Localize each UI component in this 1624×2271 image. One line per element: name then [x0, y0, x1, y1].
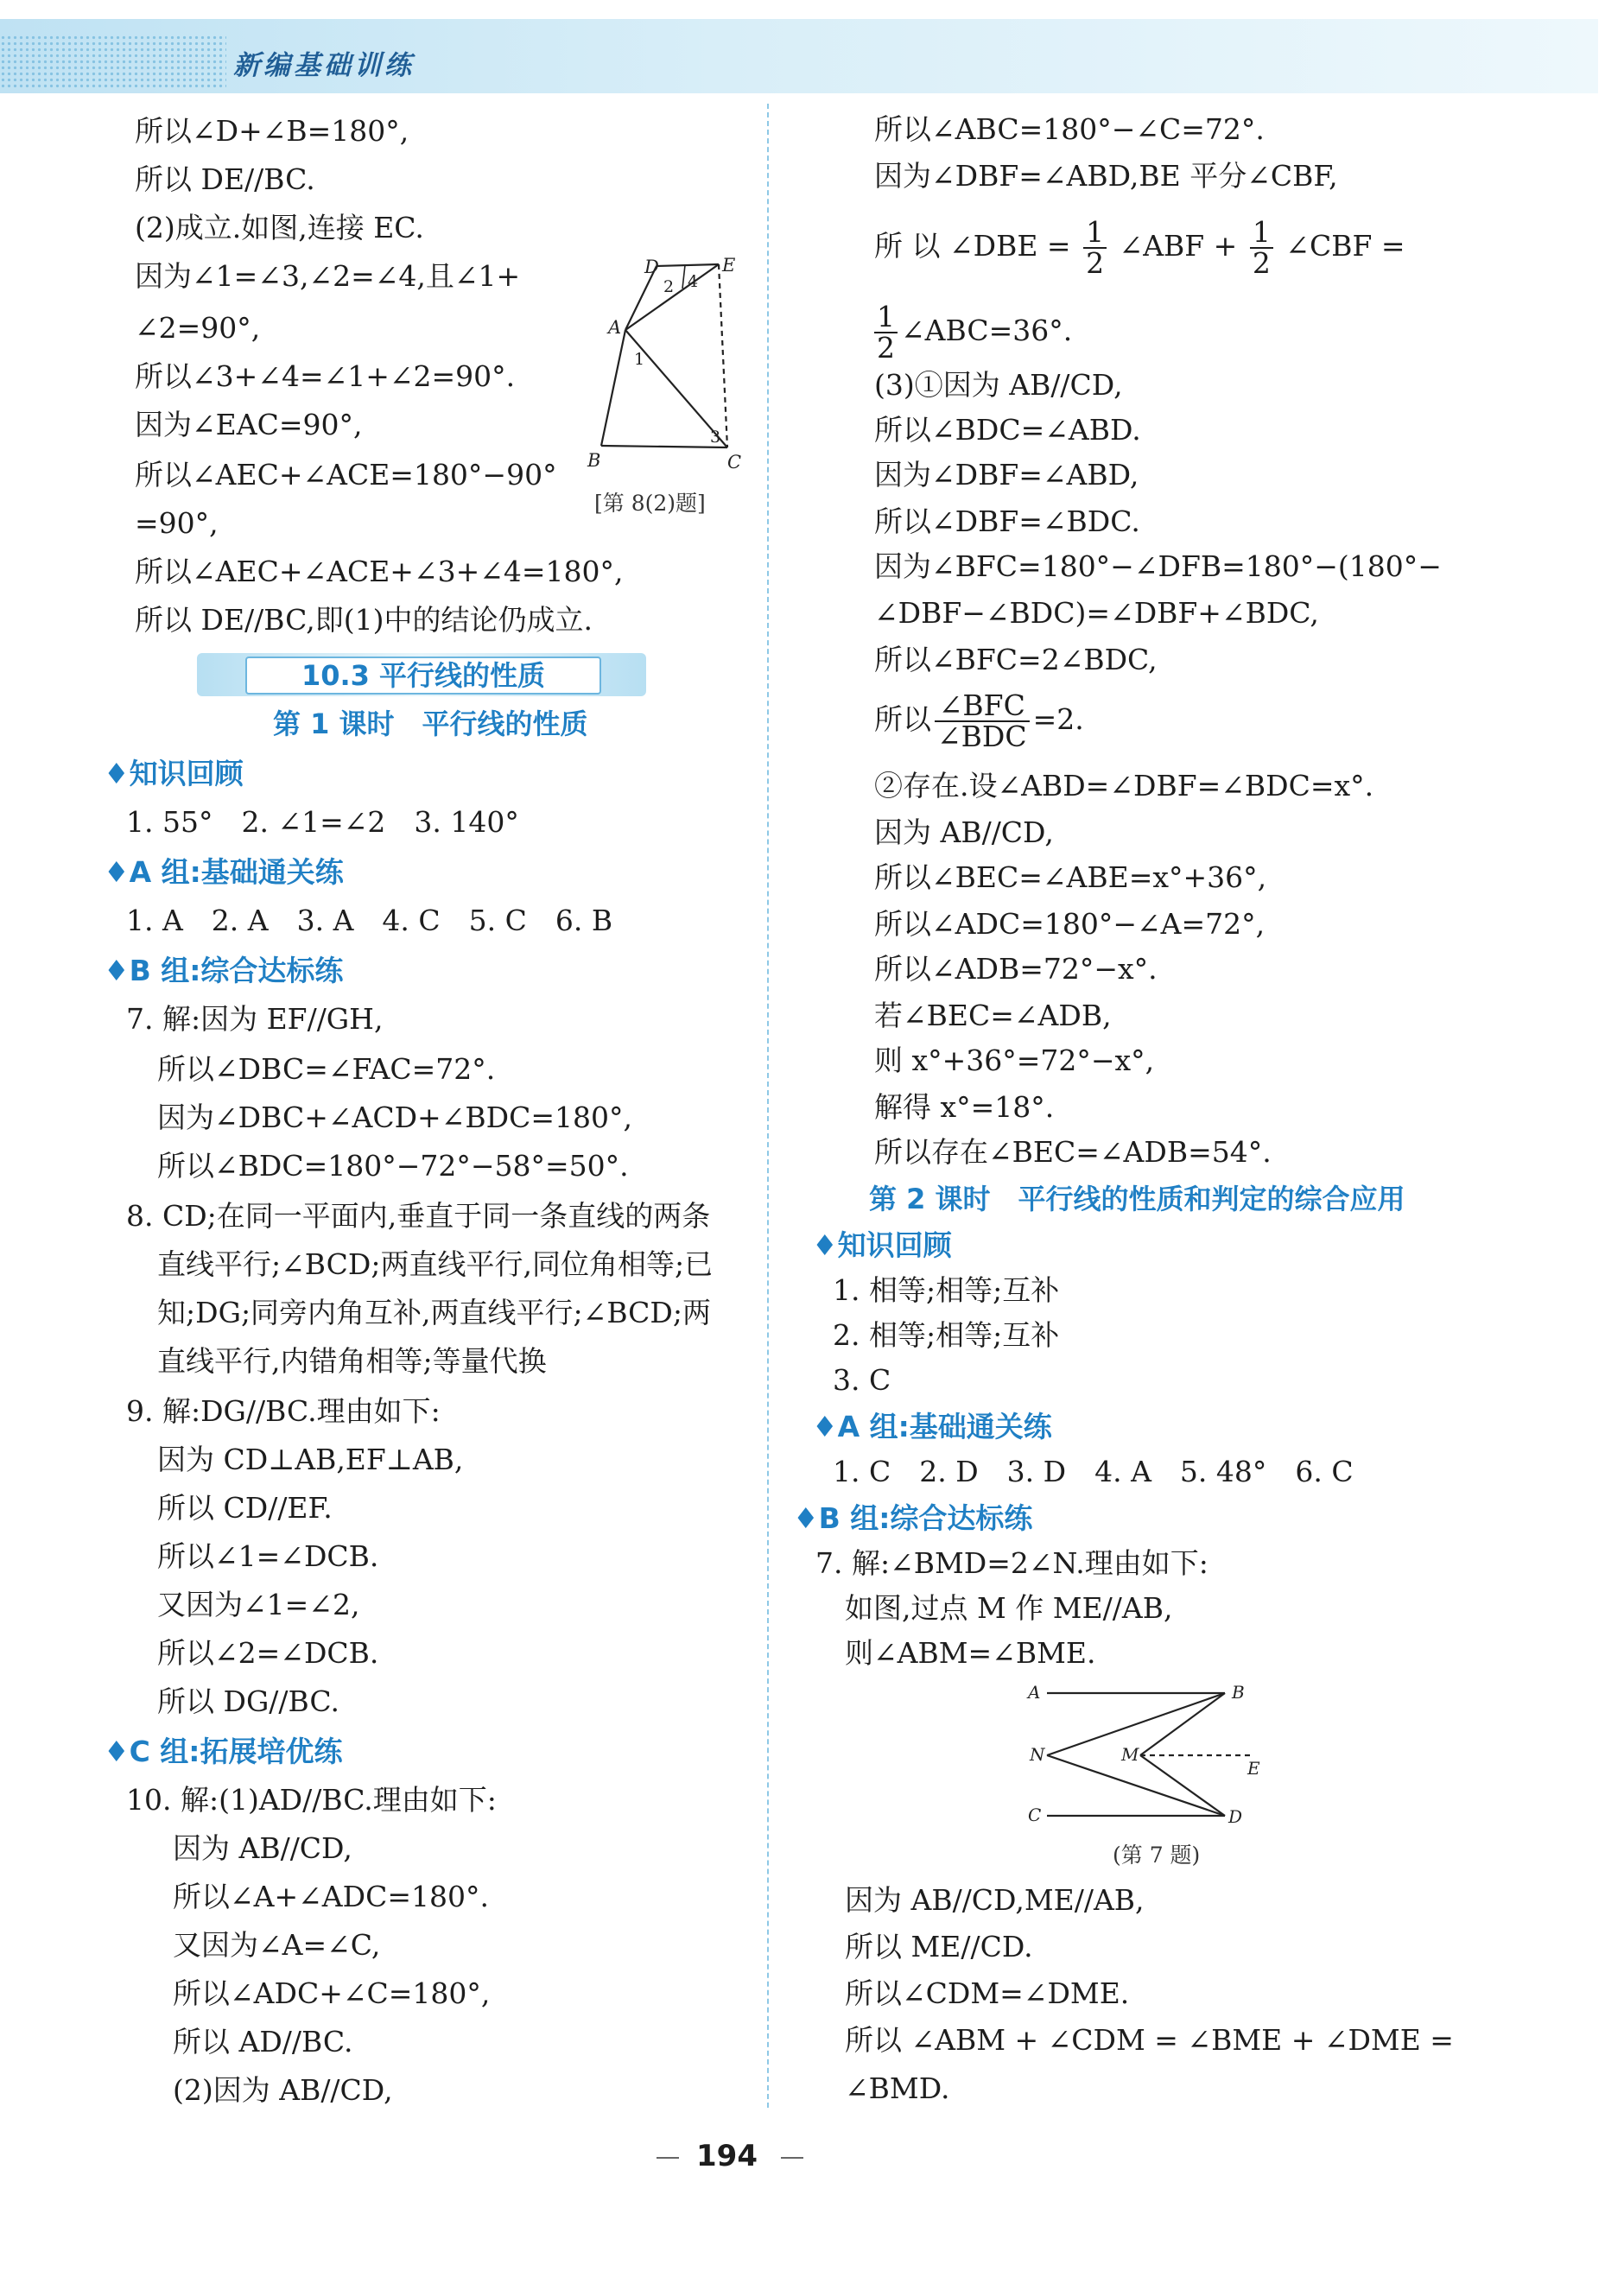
text-line: 则 x°+36°=72°−x°, [874, 1044, 1155, 1077]
angle-label-3: 3 [710, 428, 721, 447]
section-heading: ♦A 组:基础通关练 [104, 855, 344, 889]
solution-line: 所以∠2=∠DCB. [157, 1636, 379, 1670]
solution-line: ∠BMD. [845, 2071, 950, 2105]
label-B: B [587, 450, 601, 471]
solution-line: 所以∠CDM=∠DME. [845, 1976, 1130, 2010]
text-line: 所以∠3+∠4=∠1+∠2=90°. [135, 359, 516, 393]
section-heading: ♦B 组:综合达标练 [104, 954, 344, 987]
text-line: 解得 x°=18°. [874, 1090, 1055, 1124]
angle-label-2: 2 [663, 277, 675, 296]
text-line: 所以 DE//BC. [135, 162, 315, 196]
fraction-half: $\frac{1}{2}$ [1250, 218, 1273, 278]
fraction-half: $\frac{1}{2}$ [1083, 218, 1107, 278]
section-heading: ♦B 组:综合达标练 [793, 1501, 1033, 1535]
text-line: 所以∠ADB=72°−x°. [874, 952, 1158, 986]
text-line: (2)成立.如图,连接 EC. [135, 211, 424, 244]
section-heading: ♦A 组:基础通关练 [812, 1410, 1052, 1443]
label-B: B [1232, 1682, 1245, 1703]
fraction-half: $\frac{1}{2}$ [874, 302, 898, 363]
lesson-title: 第 2 课时 平行线的性质和判定的综合应用 [869, 1183, 1405, 1215]
text-line: 所以∠ABC=180°−∠C=72°. [874, 112, 1265, 146]
solution-line: 所以 CD//EF. [157, 1491, 333, 1525]
solution-line: 直线平行,内错角相等;等量代换 [157, 1344, 547, 1378]
answer-line: 1. 相等;相等;互补 [833, 1273, 1060, 1307]
label-C: C [1028, 1805, 1042, 1825]
text-line: 所以∠BEC=∠ABE=x°+36°, [874, 860, 1267, 894]
label-C: C [727, 452, 742, 473]
section-heading: ♦知识回顾 [104, 757, 244, 790]
figure-7 [1019, 1678, 1278, 1833]
answer-line: 1. 55° 2. ∠1=∠2 3. 140° [126, 805, 519, 839]
solution-line: 所以∠ADC+∠C=180°, [173, 1976, 491, 2010]
text-line: 若∠BEC=∠ADB, [874, 999, 1112, 1032]
answer-line: 3. C [833, 1363, 891, 1397]
solution-line: 所以∠A+∠ADC=180°. [173, 1880, 489, 1913]
solution-line: 9. 解:DG//BC.理由如下: [126, 1394, 441, 1428]
fraction-bfc-bdc: $\frac{\text{∠BFC}}{\text{∠BDC}}$ [935, 691, 1030, 752]
label-D: D [1228, 1806, 1243, 1827]
header-dot-pattern [0, 35, 226, 88]
solution-line: 所以∠BDC=180°−72°−58°=50°. [157, 1149, 629, 1183]
text-line: ∠DBF−∠BDC)=∠DBF+∠BDC, [874, 596, 1319, 630]
solution-line: 直线平行;∠BCD;两直线平行,同位角相等;已 [157, 1247, 714, 1281]
page-number-dash [781, 2157, 803, 2159]
section-title: 10.3 平行线的性质 [245, 657, 601, 695]
answer-line: 2. 相等;相等;互补 [833, 1318, 1060, 1352]
solution-line: 如图,过点 M 作 ME//AB, [845, 1591, 1173, 1625]
lesson-title: 第 1 课时 平行线的性质 [273, 707, 588, 740]
equation-line [874, 215, 1405, 280]
text-line: ②存在.设∠ABD=∠DBF=∠BDC=x°. [874, 769, 1374, 802]
book-title: 新编基础训练 [233, 50, 415, 81]
label-E: E [722, 255, 736, 276]
label-E: E [1247, 1758, 1260, 1779]
figure-8-caption: [第 8(2)题] [594, 491, 706, 516]
solution-line: 因为∠DBC+∠ACD+∠BDC=180°, [157, 1101, 632, 1134]
section-banner [197, 653, 646, 696]
solution-line: 8. CD;在同一平面内,垂直于同一条直线的两条 [126, 1199, 711, 1233]
text-line: 所以 DE//BC,即(1)中的结论仍成立. [135, 603, 593, 637]
angle-label-4: 4 [688, 272, 699, 291]
solution-line: 所以 ME//CD. [845, 1930, 1033, 1963]
angle-label-1: 1 [634, 350, 645, 369]
solution-line: 10. 解:(1)AD//BC.理由如下: [126, 1783, 497, 1817]
text-line: (3)①因为 AB//CD, [874, 368, 1123, 402]
section-heading: ♦C 组:拓展培优练 [104, 1735, 343, 1768]
solution-line: 7. 解:因为 EF//GH, [126, 1002, 384, 1036]
text-line: 因为∠BFC=180°−∠DFB=180°−(180°− [874, 549, 1442, 583]
text-line: 因为 AB//CD, [874, 815, 1054, 849]
equation-part: 所 以 ∠DBE = [874, 229, 1081, 263]
text-line: =90°, [135, 506, 219, 540]
solution-line: 又因为∠A=∠C, [173, 1928, 381, 1962]
label-N: N [1030, 1744, 1045, 1765]
label-A: A [608, 317, 622, 338]
page-number-dash [657, 2157, 679, 2159]
text-line: 所以存在∠BEC=∠ADB=54°. [874, 1135, 1272, 1169]
solution-line: 因为 AB//CD, [173, 1831, 352, 1865]
equation-line [874, 302, 1072, 363]
text-line: 因为∠EAC=90°, [135, 408, 363, 441]
equation-part: =2. [1032, 702, 1084, 736]
text-line: 所以∠BDC=∠ABD. [874, 413, 1141, 447]
solution-line: 因为 AB//CD,ME//AB, [845, 1883, 1145, 1917]
text-line: ∠2=90°, [135, 311, 261, 345]
solution-line: 又因为∠1=∠2, [157, 1588, 360, 1621]
text-line: 所以∠D+∠B=180°, [135, 114, 409, 148]
text-line: 因为∠DBF=∠ABD, [874, 458, 1139, 492]
label-M: M [1121, 1744, 1139, 1765]
solution-line: 所以∠1=∠DCB. [157, 1539, 379, 1573]
text-line: 所以∠ADC=180°−∠A=72°, [874, 907, 1266, 941]
solution-line: 则∠ABM=∠BME. [845, 1636, 1096, 1670]
answer-line: 1. C 2. D 3. D 4. A 5. 48° 6. C [833, 1455, 1354, 1488]
figure-8-2 [580, 251, 753, 475]
solution-line: 所以 ∠ABM + ∠CDM = ∠BME + ∠DME = [845, 2023, 1454, 2057]
solution-line: 7. 解:∠BMD=2∠N.理由如下: [815, 1546, 1208, 1580]
solution-line: 因为 CD⊥AB,EF⊥AB, [157, 1443, 464, 1476]
solution-line: 所以 AD//BC. [173, 2025, 353, 2058]
section-heading: ♦知识回顾 [812, 1228, 952, 1262]
text-line: 所以∠BFC=2∠BDC, [874, 643, 1158, 676]
page-number: 194 [696, 2139, 758, 2173]
equation-part: ∠ABC=36°. [901, 314, 1073, 347]
equation-line [874, 688, 1084, 753]
label-A: A [1028, 1682, 1041, 1703]
text-line: 所以∠AEC+∠ACE+∠3+∠4=180°, [135, 555, 624, 588]
solution-line: (2)因为 AB//CD, [173, 2073, 393, 2107]
text-line: 所以∠AEC+∠ACE=180°−90° [135, 458, 557, 492]
solution-line: 所以 DG//BC. [157, 1684, 339, 1718]
equation-part: ∠CBF = [1276, 229, 1405, 263]
equation-part: ∠ABF + [1110, 229, 1247, 263]
answer-line: 1. A 2. A 3. A 4. C 5. C 6. B [126, 904, 613, 937]
solution-line: 所以∠DBC=∠FAC=72°. [157, 1052, 496, 1086]
equation-part: 所以 [874, 702, 931, 736]
figure-7-caption: (第 7 题) [1113, 1843, 1201, 1868]
text-line: 因为∠DBF=∠ABD,BE 平分∠CBF, [874, 159, 1338, 193]
text-line: 所以∠DBF=∠BDC. [874, 504, 1140, 538]
column-divider [767, 104, 769, 2108]
solution-line: 知;DG;同旁内角互补,两直线平行;∠BCD;两 [157, 1296, 712, 1329]
label-D: D [644, 257, 659, 277]
text-line: 因为∠1=∠3,∠2=∠4,且∠1+ [135, 259, 521, 293]
